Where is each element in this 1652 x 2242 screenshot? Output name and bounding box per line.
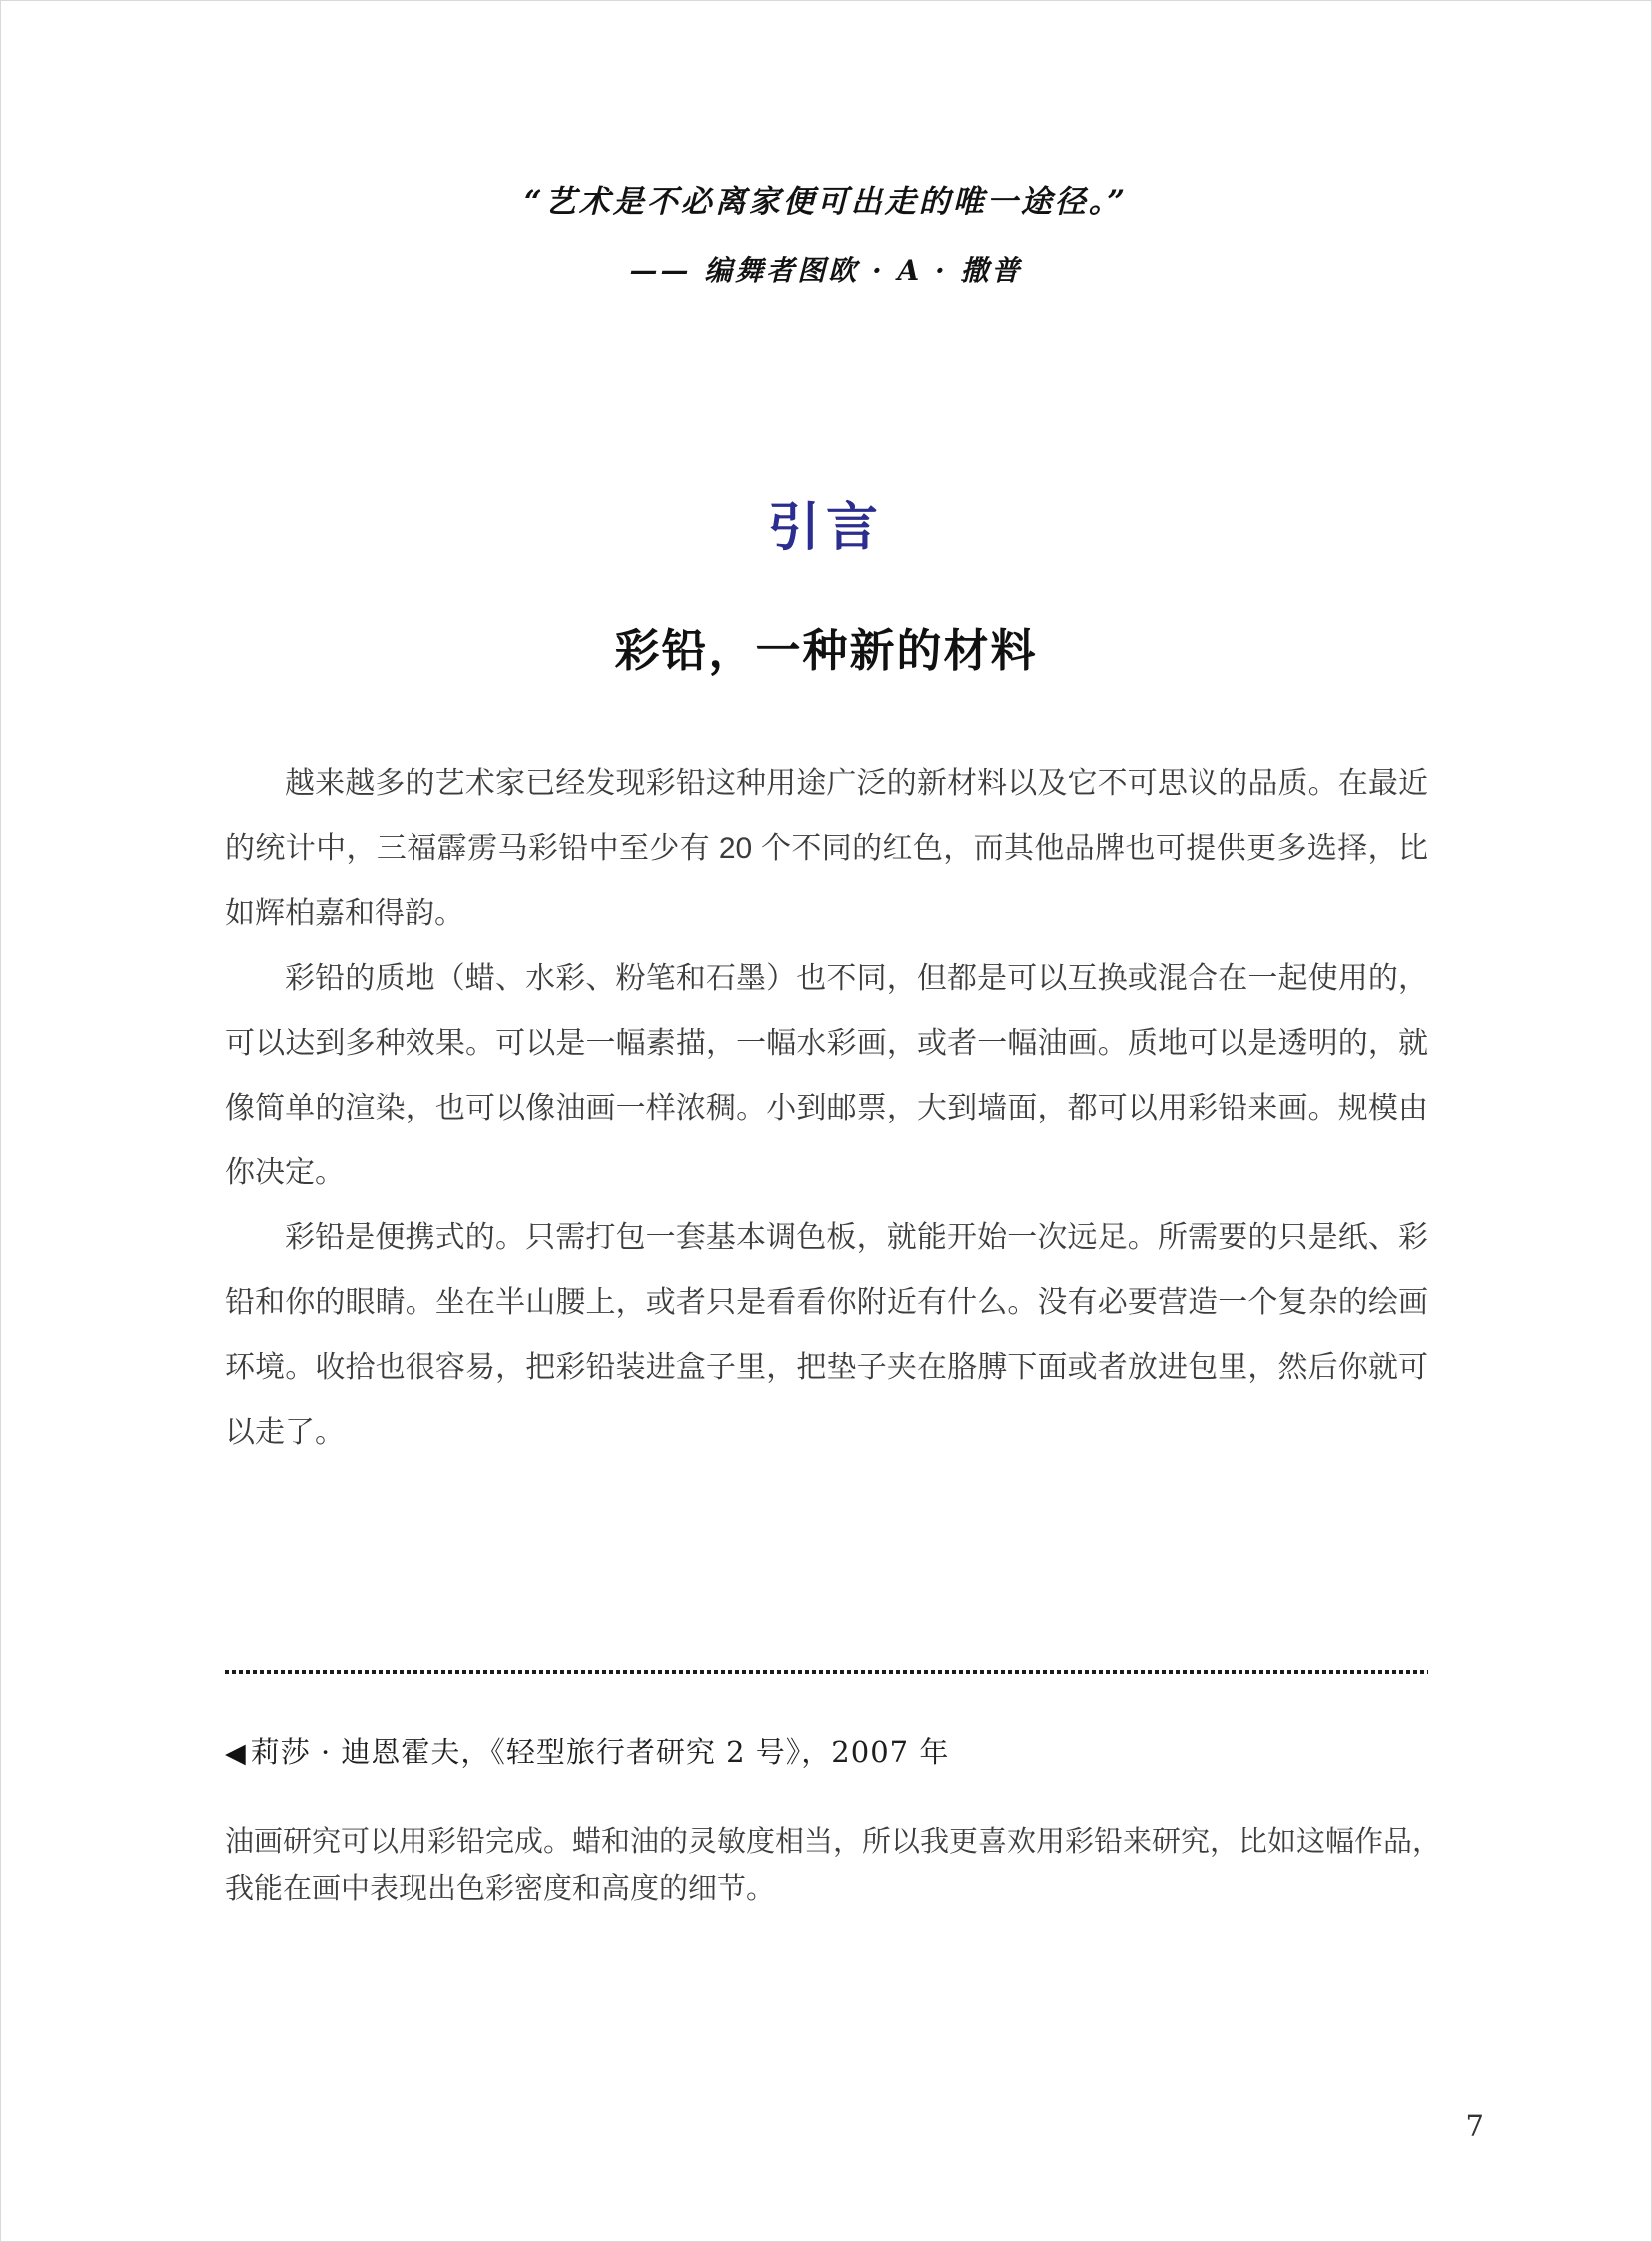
- section-title: 引言: [767, 499, 884, 557]
- quote-attribution: —— 编舞者图欧 · A · 撒普: [629, 254, 1023, 287]
- page-number: 7: [1465, 2109, 1484, 2143]
- quote-text: “艺术是不必离家便可出走的唯一途径。”: [523, 184, 1129, 220]
- body-paragraph: 越来越多的艺术家已经发现彩铅这种用途广泛的新材料以及它不可思议的品质。在最近的统计中，三福霹雳马彩铅中至少有 20 个不同的红色，而其他品牌也可提供更多选择，比如辉柏嘉和得韵。: [225, 767, 1428, 930]
- figure-caption-title-text: 莉莎 · 迪恩霍夫，《轻型旅行者研究 2 号》，2007 年: [250, 1735, 950, 1769]
- body-text: [225, 751, 1428, 1465]
- figure-caption-title: [225, 1730, 1438, 1771]
- section-subtitle: 彩铅，一种新的材料: [614, 624, 1038, 677]
- opening-quote: [0, 176, 1652, 289]
- dotted-divider: [225, 1670, 1428, 1674]
- chapter-heading: [0, 485, 1652, 679]
- body-paragraph: 彩铅的质地（蜡、水彩、粉笔和石墨）也不同，但都是可以互换或混合在一起使用的，可以达到多种效果。可以是一幅素描，一幅水彩画，或者一幅油画。质地可以是透明的，就像简单的渲染，也可以像油画一样浓稠。小到邮票，大到墙面，都可以用彩铅来画。规模由你决定。: [225, 962, 1428, 1189]
- left-triangle-icon: ◀: [225, 1738, 247, 1769]
- figure-caption-description: 油画研究可以用彩铅完成。蜡和油的灵敏度相当，所以我更喜欢用彩铅来研究，比如这幅作品，我能在画中表现出色彩密度和高度的细节。: [225, 1826, 1442, 1905]
- body-paragraph: 彩铅是便携式的。只需打包一套基本调色板，就能开始一次远足。所需要的只是纸、彩铅和你的眼睛。坐在半山腰上，或者只是看看你附近有什么。没有必要营造一个复杂的绘画环境。收拾也很容易，把彩铅装进盒子里，把垫子夹在胳膊下面或者放进包里，然后你就可以走了。: [225, 1221, 1428, 1449]
